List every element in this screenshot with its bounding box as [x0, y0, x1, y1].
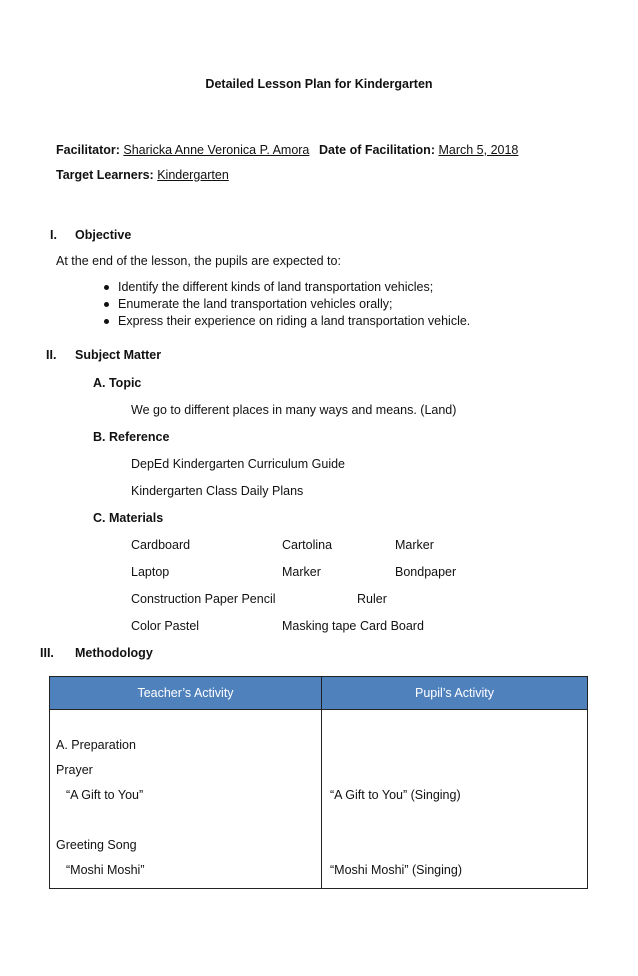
material-item: Bondpaper — [395, 565, 457, 579]
section-heading-objective: Objective — [75, 228, 132, 242]
date-line — [319, 143, 518, 157]
material-item: Ruler — [357, 592, 387, 606]
material-item: Cartolina — [282, 538, 333, 552]
date-value: March 5, 2018 — [438, 143, 519, 157]
reference-heading: B. Reference — [93, 430, 170, 444]
list-item: Enumerate the land transportation vehicles orally; — [118, 296, 470, 313]
activity-line: “Moshi Moshi” (Singing) — [330, 863, 462, 877]
section-numeral: II. — [46, 348, 57, 362]
activity-line: A. Preparation — [56, 738, 136, 752]
section-numeral: III. — [40, 646, 54, 660]
facilitator-value: Sharicka Anne Veronica P. Amora — [123, 143, 310, 157]
column-header-teacher: Teacher’s Activity — [50, 677, 322, 710]
material-item: Marker — [395, 538, 434, 552]
material-item: Color Pastel — [131, 619, 200, 633]
activity-line: “A Gift to You” (Singing) — [330, 788, 461, 802]
material-item: Laptop — [131, 565, 170, 579]
activity-line: “Moshi Moshi” — [66, 863, 145, 877]
methodology-table — [49, 676, 588, 889]
list-item: Identify the different kinds of land transportation vehicles; — [118, 279, 470, 296]
reference-item: DepEd Kindergarten Curriculum Guide — [131, 457, 345, 471]
learners-label: Target Learners: — [56, 168, 154, 182]
activity-line: “A Gift to You” — [66, 788, 144, 802]
section-heading-subject-matter: Subject Matter — [75, 348, 162, 362]
material-item: Card Board — [360, 619, 424, 633]
material-item: Construction Paper Pencil — [131, 592, 276, 606]
material-item: Cardboard — [131, 538, 191, 552]
column-header-pupil: Pupil’s Activity — [322, 677, 588, 710]
date-label: Date of Facilitation: — [319, 143, 435, 157]
material-item: Masking tape — [282, 619, 357, 633]
material-item: Marker — [282, 565, 321, 579]
materials-heading: C. Materials — [93, 511, 164, 525]
objective-intro: At the end of the lesson, the pupils are expected to: — [56, 254, 341, 268]
activity-line: Prayer — [56, 763, 93, 777]
reference-item: Kindergarten Class Daily Plans — [131, 484, 304, 498]
topic-heading: A. Topic — [93, 376, 142, 390]
learners-value: Kindergarten — [157, 168, 229, 182]
list-item: Express their experience on riding a land transportation vehicle. — [118, 314, 471, 328]
facilitator-line — [56, 143, 309, 157]
topic-text: We go to different places in many ways and means. (Land) — [131, 403, 457, 417]
objective-list — [100, 279, 470, 330]
activity-line: Greeting Song — [56, 838, 137, 852]
facilitator-label: Facilitator: — [56, 143, 120, 157]
document-title: Detailed Lesson Plan for Kindergarten — [205, 77, 433, 91]
teacher-activity-cell — [50, 710, 322, 889]
learners-line — [56, 168, 229, 182]
section-heading-methodology: Methodology — [75, 646, 153, 660]
pupil-activity-cell — [322, 710, 588, 889]
section-numeral: I. — [50, 228, 57, 242]
table-row — [50, 710, 588, 889]
